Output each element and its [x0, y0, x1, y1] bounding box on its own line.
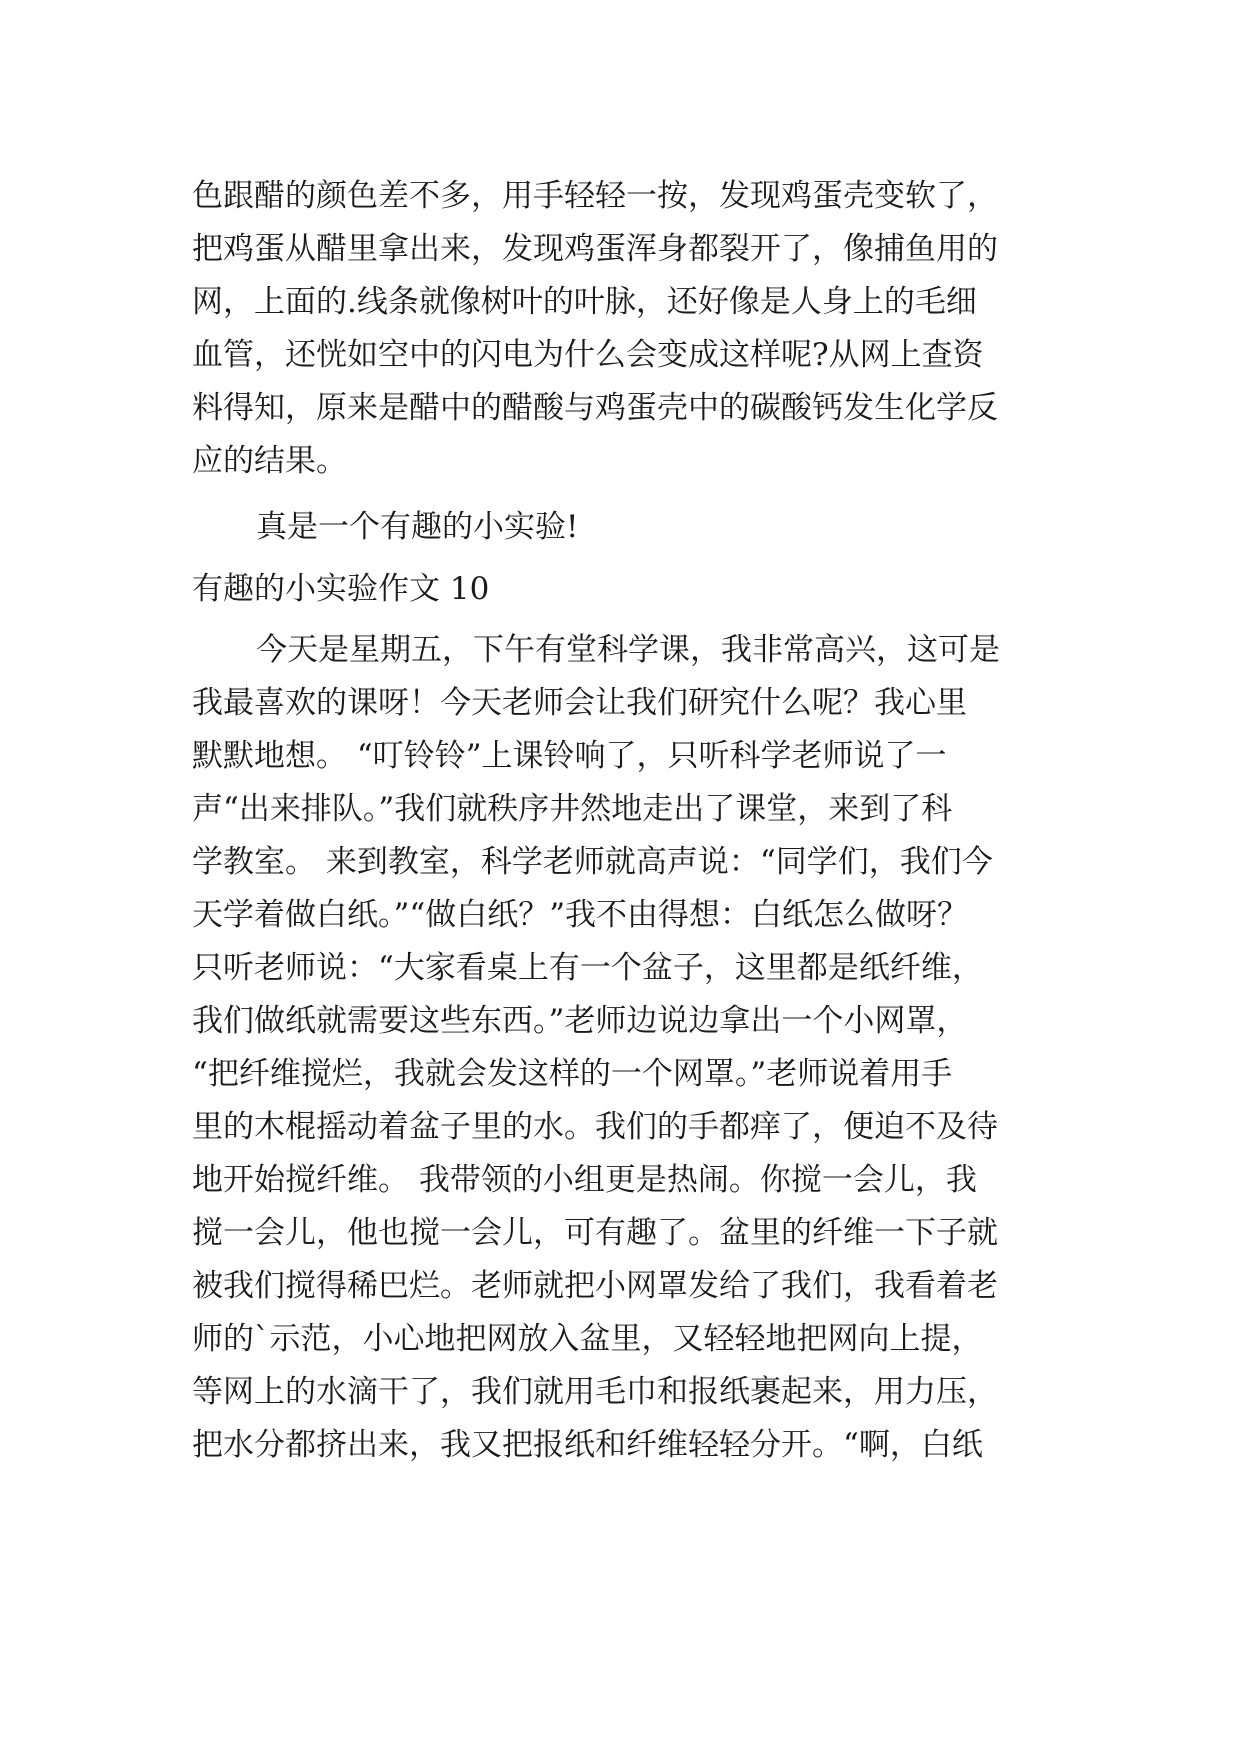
- paragraph-line: 只听老师说：“大家看桌上有一个盆子，这里都是纸纤维，: [192, 950, 983, 986]
- section-heading: 有趣的小实验作文 10: [192, 571, 490, 607]
- paragraph-line: 地开始搅纤维。 我带领的小组更是热闹。你搅一会儿，我: [192, 1162, 977, 1198]
- paragraph-line: 料得知，原来是醋中的醋酸与鸡蛋壳中的碳酸钙发生化学反: [192, 390, 998, 426]
- paragraph-line: “把纤维搅烂，我就会发这样的一个网罩。”老师说着用手: [192, 1056, 953, 1092]
- paragraph-line: 里的木棍摇动着盆子里的水。我们的手都痒了，便迫不及待: [192, 1109, 998, 1145]
- paragraph-line: 默默地想。 “叮铃铃”上课铃响了，只听科学老师说了一: [192, 738, 947, 774]
- paragraph-line: 把水分都挤出来，我又把报纸和纤维轻轻分开。“啊，白纸: [192, 1427, 983, 1463]
- paragraph-line: 师的`示范，小心地把网放入盆里，又轻轻地把网向上提，: [192, 1321, 983, 1357]
- paragraph-line: 搅一会儿，他也搅一会儿，可有趣了。盆里的纤维一下子就: [192, 1215, 998, 1251]
- paragraph-line: 学教室。 来到教室，科学老师就高声说：“同学们，我们今: [192, 844, 993, 880]
- paragraph-line: 我最喜欢的课呀！今天老师会让我们研究什么呢？我心里: [192, 685, 967, 721]
- paragraph-line: 等网上的水滴干了，我们就用毛巾和报纸裹起来，用力压，: [192, 1374, 998, 1410]
- paragraph-line: 我们做纸就需要这些东西。”老师边说边拿出一个小网罩，: [192, 1003, 968, 1039]
- paragraph-line: 天学着做白纸。”“做白纸？”我不由得想：白纸怎么做呀？: [192, 897, 969, 933]
- paragraph-line: 声“出来排队。”我们就秩序井然地走出了课堂，来到了科: [192, 791, 953, 827]
- paragraph-line: 把鸡蛋从醋里拿出来，发现鸡蛋浑身都裂开了，像捕鱼用的: [192, 231, 998, 267]
- paragraph-line: 血管，还恍如空中的闪电为什么会变成这样呢?从网上查资: [192, 337, 984, 373]
- paragraph-line: 今天是星期五，下午有堂科学课，我非常高兴，这可是: [256, 632, 1000, 668]
- paragraph-line: 应的结果。: [192, 443, 347, 479]
- paragraph-line: 被我们搅得稀巴烂。老师就把小网罩发给了我们，我看着老: [192, 1268, 998, 1304]
- paragraph-line: 网，上面的.线条就像树叶的叶脉，还好像是人身上的毛细: [192, 284, 977, 320]
- paragraph-line: 色跟醋的颜色差不多，用手轻轻一按，发现鸡蛋壳变软了，: [192, 178, 998, 214]
- paragraph-line: 真是一个有趣的小实验!: [256, 509, 579, 545]
